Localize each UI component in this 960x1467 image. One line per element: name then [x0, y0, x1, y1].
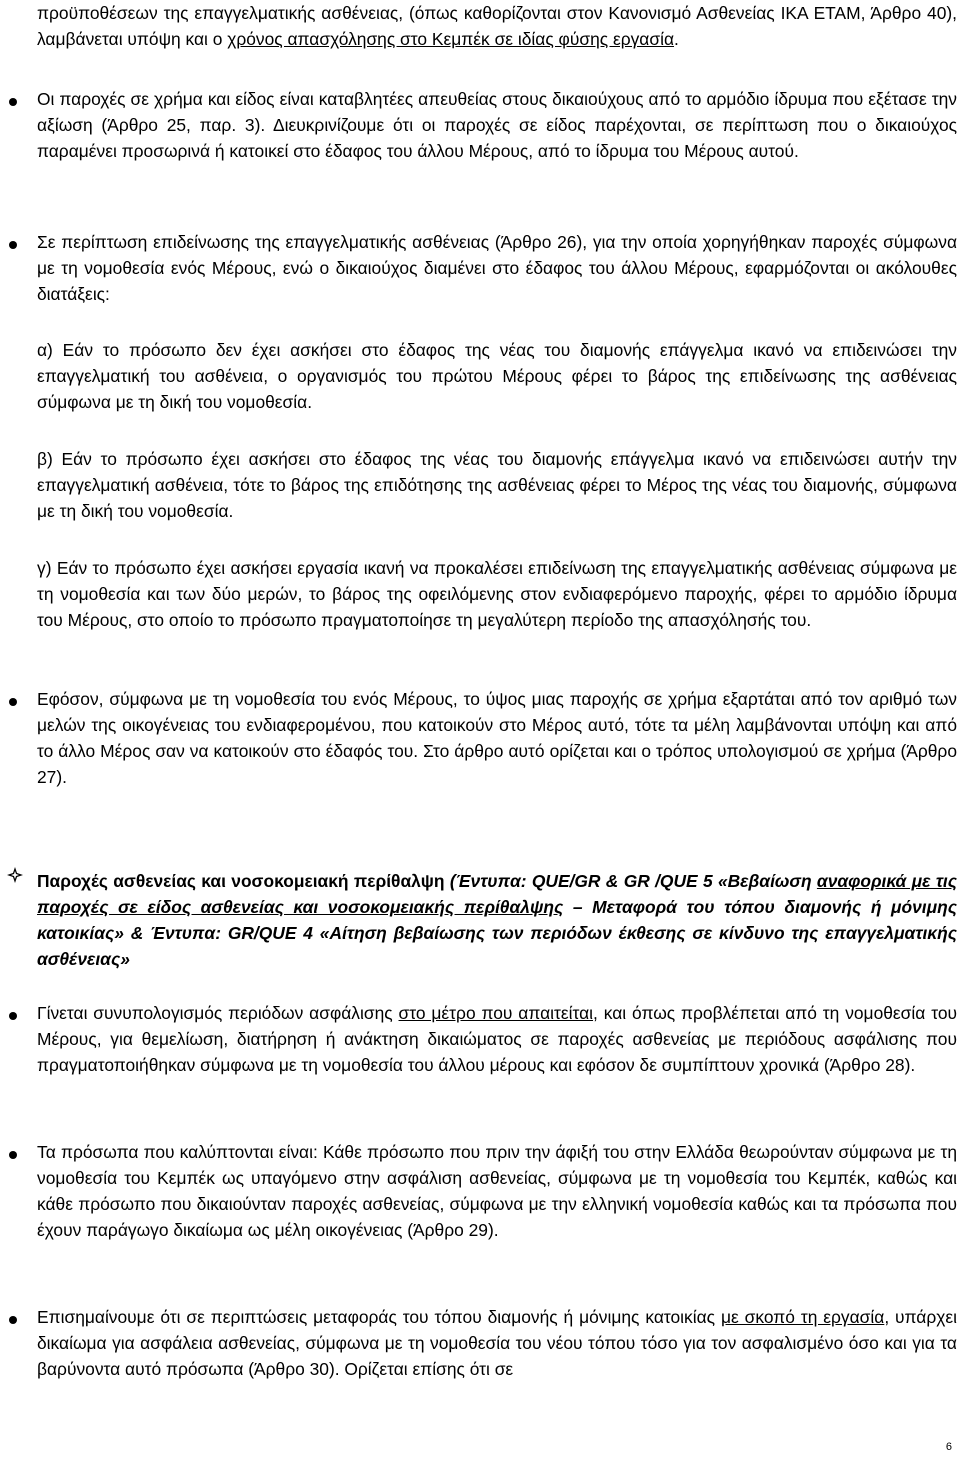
b4-text-end: , και όπως προβλέπεται από τη νομοθεσία του Μέρους, για θεμελίωση, διατήρηση ή ανάκτηση δικαιώματος σε παροχές ασθενείας με περιόδους ασφάλισης που πραγματοποιήθηκαν σύμφωνα με τη νομοθεσία του άλλου μέρους και εφόσον δε συμπίπτουν χρονικά (Άρθρο 28). [37, 1003, 957, 1075]
bullet-paragraph-relocation [37, 1304, 957, 1382]
subitem-b: β) Εάν το πρόσωπο έχει ασκήσει στο έδαφος της νέας του διαμονής επάγγελμα ικανό να επιδεινώσει αυτήν την επαγγελματική ασθένεια, τότε το βάρος της επιδότησης της ασθένειας φέρει το Μέρος της νέας του διαμονής, σύμφωνα με τη δική του νομοθεσία. [37, 449, 957, 521]
b6-text: Επισημαίνουμε ότι σε περιπτώσεις μεταφοράς του τόπου διαμονής ή μόνιμης κατοικίας [37, 1307, 721, 1327]
continuation-text: προϋποθέσεων της επαγγελματικής ασθένειας, (όπως καθορίζονται στον Κανονισμό Ασθενείας ΙΚΑ ΕΤΑΜ, Άρθρο 40), λαμβάνεται υπόψη και ο [37, 3, 957, 49]
bullet-paragraph-payments: Οι παροχές σε χρήμα και είδος είναι καταβλητέες απευθείας στους δικαιούχους από το αρμόδιο ίδρυμα που εξέτασε την αξίωση (Άρθρο 25, παρ. 3). Διευκρινίζουμε ότι οι παροχές σε είδος παρέχονται, σε περίπτωση που ο δικαιούχος παραμένει προσωρινά ή κατοικεί στο έδαφος του άλλου Μέρους, από το ίδρυμα του Μέρους αυτού. [37, 89, 957, 161]
bullet-icon [9, 1151, 17, 1159]
b6-underlined: με σκοπό τη εργασία [720, 1307, 885, 1327]
heading-bold-text: Παροχές ασθενείας και νοσοκομειακή περίθαλψη [37, 871, 445, 891]
continuation-end: . [674, 29, 679, 49]
bullet-icon [9, 98, 17, 106]
bullet-paragraph-periods [37, 1000, 957, 1078]
subitem-a: α) Εάν το πρόσωπο δεν έχει ασκήσει στο έδαφος της νέας του διαμονής επάγγελμα ικανό να επιδεινώσει την επαγγελματική του ασθένεια, ο οργανισμός του πρώτου Μέρους φέρει το βάρος της επιδείνωσης της ασθένειας σύμφωνα με τη δική του νομοθεσία. [37, 340, 957, 412]
bullet-paragraph-deterioration: Σε περίπτωση επιδείνωσης της επαγγελματικής ασθένειας (Άρθρο 26), για την οποία χορηγήθηκαν παροχές σύμφωνα με τη νομοθεσία ενός Μέρους, ενώ ο δικαιούχος διαμένει στο έδαφος του άλλου Μέρους, εφαρμόζονται οι ακόλουθες διατάξεις: [37, 232, 957, 304]
b6-text-end: , υπάρχει δικαίωμα για ασφάλεια ασθενείας, σύμφωνα με τη νομοθεσία του νέου τόπου τόσο για τον ασφαλισμένο όσο και για τα βαρύνοντα αυτό πρόσωπα (Άρθρο 30). Ορίζεται επίσης ότι σε [37, 1307, 957, 1379]
bullet-icon [9, 241, 17, 249]
bullet-icon [9, 698, 17, 706]
diamond-bullet-icon [7, 867, 23, 883]
bullet-icon [9, 1012, 17, 1020]
bullet-paragraph-covered-persons: Τα πρόσωπα που καλύπτονται είναι: Κάθε πρόσωπο που πριν την άφιξή του στην Ελλάδα θεωρούνταν σύμφωνα με τη νομοθεσία του Κεμπέκ ως υπαγόμενο στην ασφάλιση ασθενείας, σύμφωνα με τη νομοθεσία του Κεμπέκ, καθώς και κάθε πρόσωπο που δικαιούνταν παροχές ασθενείας, σύμφωνα με την ελληνική νομοθεσία καθώς και τα πρόσωπα που έχουν παράγωγο δικαίωμα ως μέλη οικογένειας (Άρθρο 29). [37, 1142, 957, 1240]
page-number: 6 [945, 1441, 952, 1453]
subitem-c: γ) Εάν το πρόσωπο έχει ασκήσει εργασία ικανή να προκαλέσει επιδείνωση της επαγγελματικής ασθένειας σύμφωνα με τη νομοθεσία και των δύο μερών, το βάρος της οφειλόμενης στον ενδιαφερόμενο παροχής, φέρει το αρμόδιο ίδρυμα του Μέρους, στο οποίο το πρόσωπο πραγματοποίησε τη μεγαλύτερη περίοδο της απασχόλησής του. [37, 558, 957, 630]
heading-italic-text-2: – Μεταφορά του τόπου διαμονής ή μόνιμης κατοικίας» & Έντυπα: GR/QUE 4 «Αίτηση βεβαίωσης των περιόδων έκθεσης σε κίνδυνο της επαγγελματικής ασθένειας» [37, 897, 958, 969]
section-heading [37, 868, 957, 972]
b4-underlined: στο μέτρο που απαιτείται [398, 1003, 594, 1023]
heading-underlined-text: αναφορικά με τις παροχές σε είδος ασθενείας και νοσοκομειακής περίθαλψης [37, 871, 958, 917]
heading-italic-text: (Έντυπα: QUE/GR & GR /QUE 5 «Βεβαίωση [444, 871, 817, 891]
bullet-icon [9, 1316, 17, 1324]
continuation-underlined: χρόνος απασχόλησης στο Κεμπέκ σε ιδίας φύσης εργασία [227, 29, 675, 49]
b4-text: Γίνεται συνυπολογισμός περιόδων ασφάλισης [37, 1003, 399, 1023]
bullet-paragraph-family: Εφόσον, σύμφωνα με τη νομοθεσία του ενός Μέρους, το ύψος μιας παροχής σε χρήμα εξαρτάται από τον αριθμό των μελών της οικογένειας του ενδιαφερομένου, που κατοικούν στο Μέρος αυτό, τότε τα μέλη λαμβάνονται υπόψη και από το άλλο Μέρος σαν να κατοικούν στο έδαφός του. Στο άρθρο αυτό ορίζεται και ο τρόπος υπολογισμού σε χρήμα (Άρθρο 27). [37, 689, 957, 787]
continuation-paragraph [37, 0, 957, 52]
